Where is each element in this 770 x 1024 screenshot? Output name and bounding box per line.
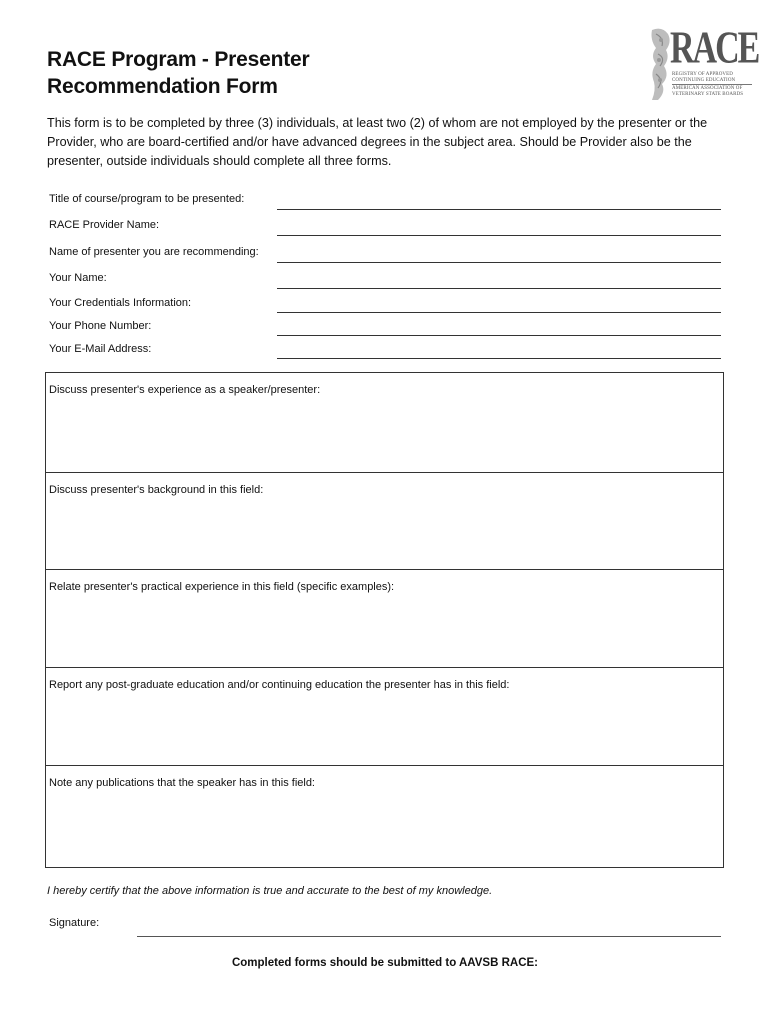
page-title-line-2: Recommendation Form xyxy=(47,75,278,98)
provider-name-field[interactable] xyxy=(277,235,721,236)
logo-line-3: AMERICAN ASSOCIATION OF xyxy=(672,86,743,91)
background-field[interactable] xyxy=(46,473,723,570)
presenter-name-label: Name of presenter you are recommending: xyxy=(49,246,259,258)
phone-number-field[interactable] xyxy=(277,335,721,336)
logo-line-2: CONTINUING EDUCATION xyxy=(672,77,736,83)
credentials-label: Your Credentials Information: xyxy=(49,297,192,309)
logo-line-4: VETERINARY STATE BOARDS xyxy=(672,91,744,97)
course-title-label: Title of course/program to be presented: xyxy=(49,193,245,205)
practical-experience-field[interactable] xyxy=(46,570,723,668)
credentials-field[interactable] xyxy=(277,312,721,313)
logo-rule xyxy=(672,84,752,85)
email-address-label: Your E-Mail Address: xyxy=(49,343,152,355)
provider-name-label: RACE Provider Name: xyxy=(49,219,160,231)
publications-label: Note any publications that the speaker has in this field: xyxy=(49,777,315,789)
practical-experience-label: Relate presenter's practical experience in this field (specific examples): xyxy=(49,581,395,593)
speaker-experience-field[interactable] xyxy=(46,373,723,473)
presenter-name-field[interactable] xyxy=(277,262,721,263)
submission-note: Completed forms should be submitted to AAVSB RACE: xyxy=(231,957,539,969)
speaker-experience-label: Discuss presenter's experience as a speaker/presenter: xyxy=(49,384,321,396)
post-graduate-education-label: Report any post-graduate education and/or continuing education the presenter has in this field: xyxy=(49,679,510,691)
email-address-field[interactable] xyxy=(277,358,721,359)
signature-field[interactable] xyxy=(137,936,721,937)
intro-paragraph: This form is to be completed by three (3) individuals, at least two (2) of whom are not employed by the presenter or the Provider, who are board-certified and/or have advanced degrees in the subject area. Should be Provider also be the presenter, outside individuals should complete all three forms. xyxy=(47,116,708,168)
certification-statement: I hereby certify that the above information is true and accurate to the best of my knowledge. xyxy=(47,885,493,897)
page-title-line-1: RACE Program - Presenter xyxy=(47,48,310,71)
course-title-field[interactable] xyxy=(277,209,721,210)
phone-number-label: Your Phone Number: xyxy=(49,320,152,332)
your-name-label: Your Name: xyxy=(49,272,107,284)
logo-line-1: REGISTRY OF APPROVED xyxy=(672,72,733,77)
page-title xyxy=(47,46,309,100)
logo-wordmark: RACE xyxy=(670,23,759,74)
race-logo xyxy=(648,22,759,104)
signature-label: Signature: xyxy=(49,917,100,929)
your-name-field[interactable] xyxy=(277,288,721,289)
post-graduate-education-field[interactable] xyxy=(46,668,723,766)
discussion-box xyxy=(45,372,724,868)
background-label: Discuss presenter's background in this field: xyxy=(49,484,264,496)
logo-subtitle xyxy=(672,72,752,97)
publications-field[interactable] xyxy=(46,766,723,867)
